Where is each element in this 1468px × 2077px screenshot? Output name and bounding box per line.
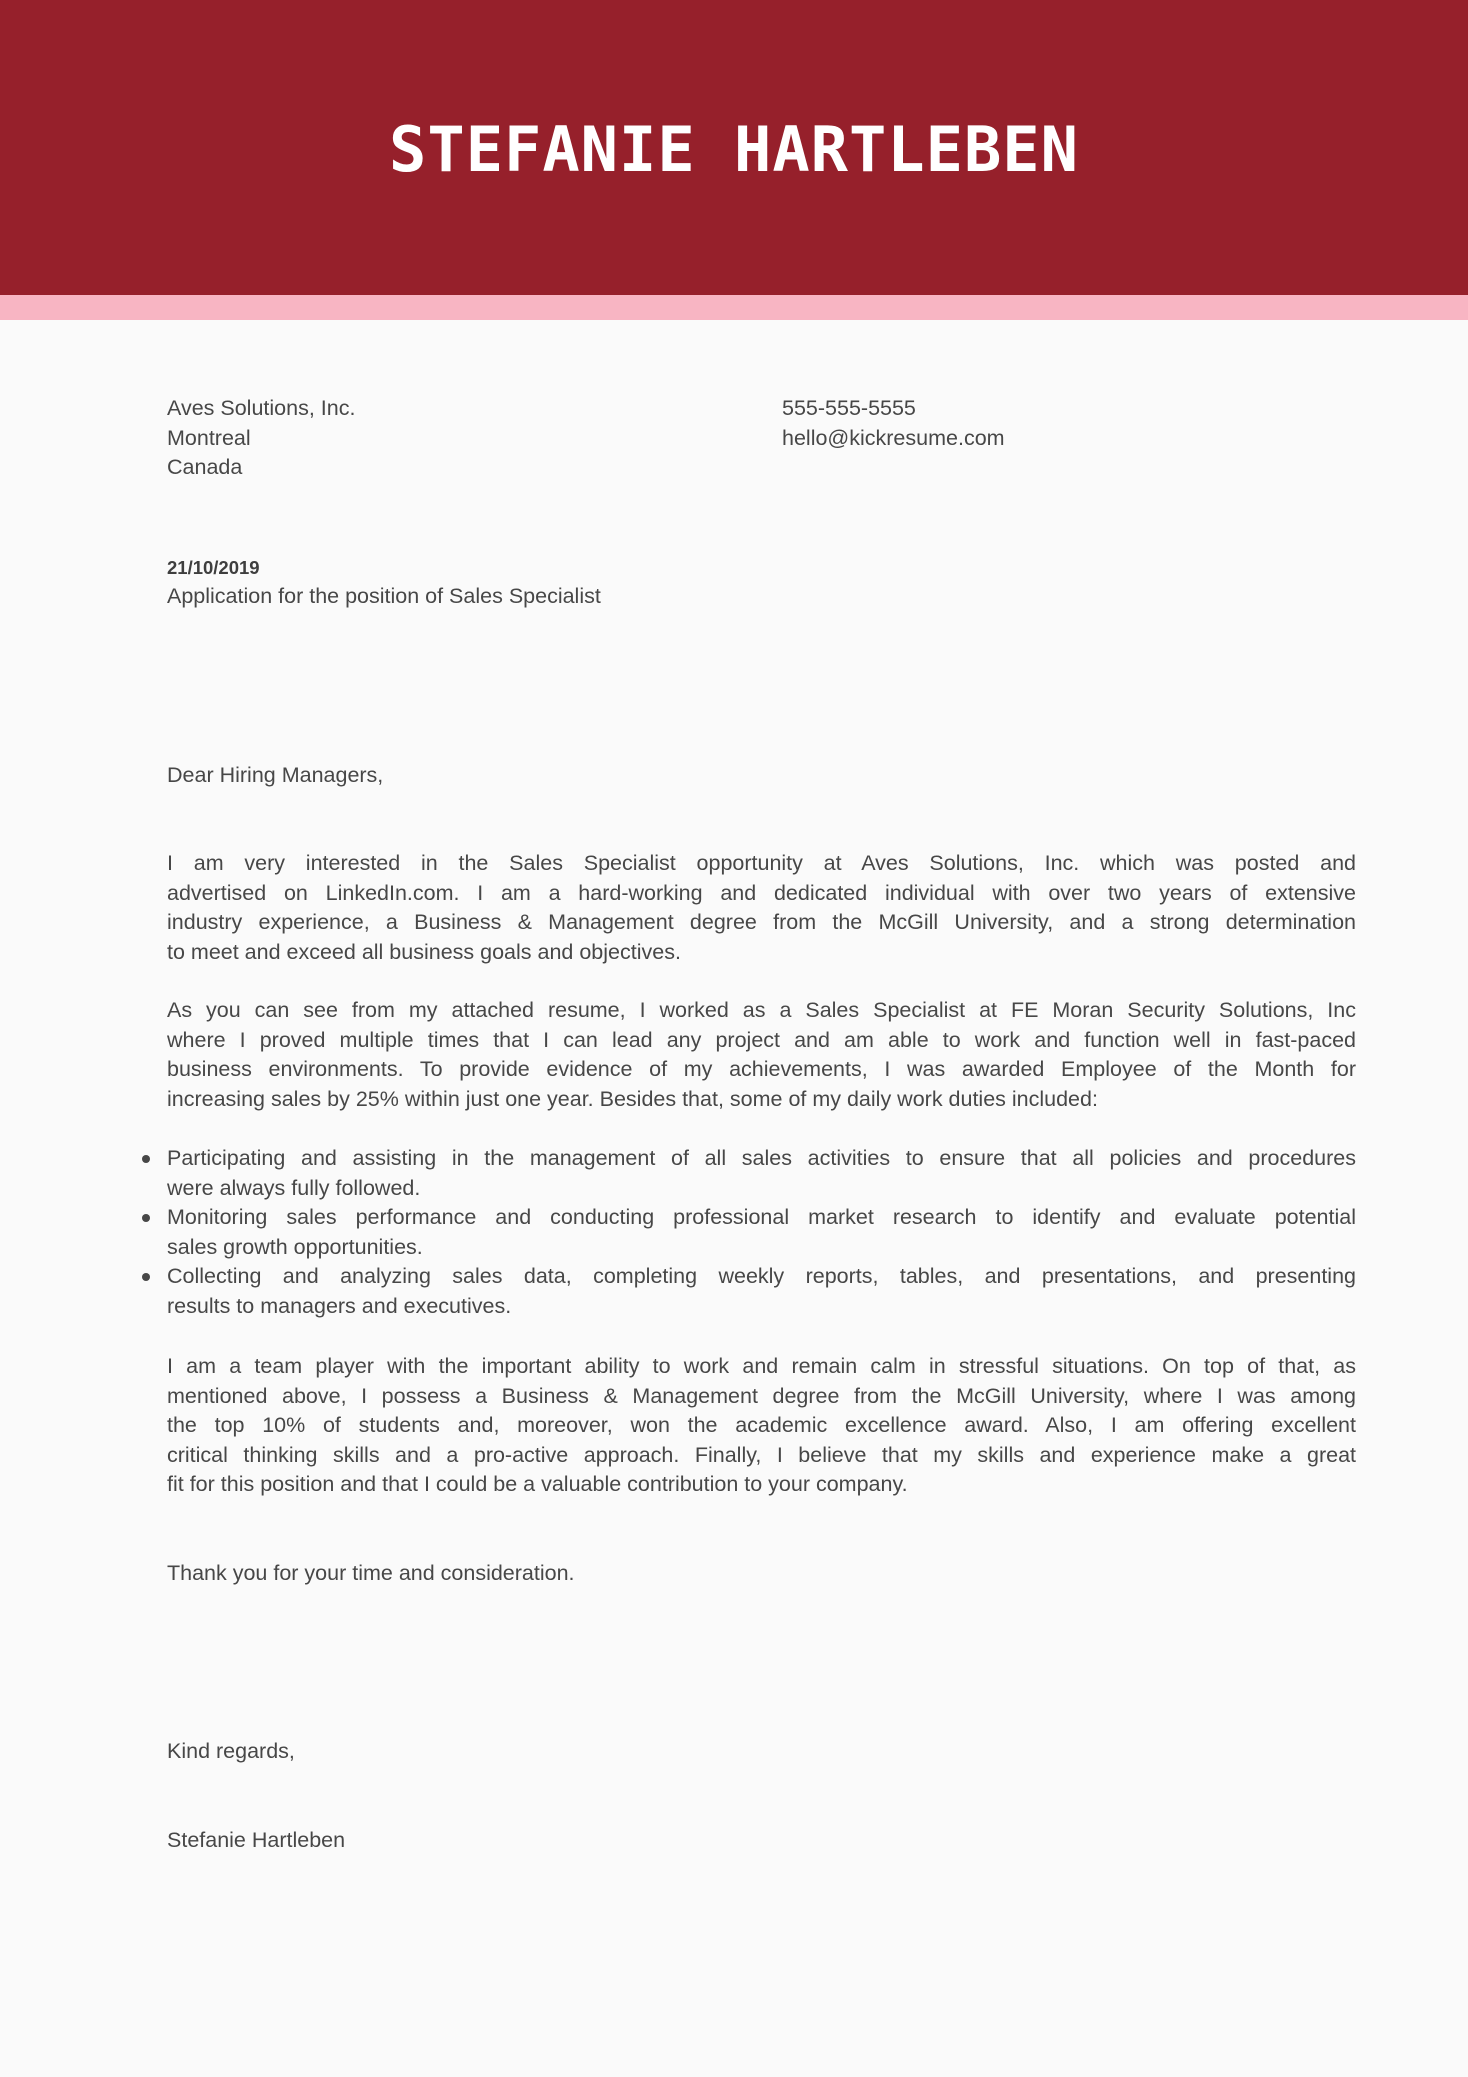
paragraph-line: As you can see from my attached resume, I worked as a Sales Specialist at FE Moran Security Solutions, Inc bbox=[167, 998, 1356, 1022]
contact-phone: 555-555-5555 bbox=[782, 396, 916, 420]
paragraph-line: increasing sales by 25% within just one year. Besides that, some of my daily work duties included: bbox=[167, 1086, 1098, 1111]
sign-off: Kind regards, bbox=[167, 1739, 295, 1763]
letter-date: 21/10/2019 bbox=[167, 557, 260, 578]
contact-email: hello@kickresume.com bbox=[782, 425, 1005, 450]
signature-name: Stefanie Hartleben bbox=[167, 1828, 346, 1852]
salutation: Dear Hiring Managers, bbox=[167, 763, 384, 787]
contact-info bbox=[782, 394, 1342, 453]
paragraph-line: critical thinking skills and a pro-active approach. Finally, I believe that my skills and experience make a great bbox=[167, 1442, 1356, 1467]
recipient-city: Montreal bbox=[167, 425, 251, 450]
paragraph-line: industry experience, a Business & Management degree from the McGill University, and a strong determination bbox=[167, 910, 1356, 934]
list-item-line: Monitoring sales performance and conducting professional market research to identify and evaluate potential bbox=[167, 1205, 1356, 1229]
closing-line: Thank you for your time and consideration. bbox=[167, 1561, 575, 1585]
list-item-line: were always fully followed. bbox=[167, 1175, 421, 1200]
paragraph-line: business environments. To provide evidence of my achievements, I was awarded Employee of the Month for bbox=[167, 1057, 1356, 1081]
paragraph-1 bbox=[167, 849, 1356, 967]
paragraph-3 bbox=[167, 1352, 1356, 1500]
bullet-icon bbox=[142, 1273, 150, 1281]
paragraph-line: fit for this position and that I could be a valuable contribution to your company. bbox=[167, 1472, 908, 1496]
bullet-icon bbox=[142, 1214, 150, 1222]
list-item-line: Collecting and analyzing sales data, completing weekly reports, tables, and presentations, and presenting bbox=[167, 1264, 1356, 1288]
list-item bbox=[167, 1203, 1356, 1262]
paragraph-line: I am a team player with the important ability to work and remain calm in stressful situations. On top of that, as bbox=[167, 1354, 1356, 1378]
paragraph-2 bbox=[167, 996, 1356, 1114]
bullet-icon bbox=[142, 1155, 150, 1163]
list-item bbox=[167, 1144, 1356, 1203]
paragraph-line: where I proved multiple times that I can lead any project and am able to work and function well in fast-paced bbox=[167, 1027, 1356, 1052]
list-item-line: Participating and assisting in the management of all sales activities to ensure that all policies and procedures bbox=[167, 1146, 1356, 1170]
accent-band bbox=[0, 295, 1468, 320]
paragraph-line: the top 10% of students and, moreover, won the academic excellence award. Also, I am offering excellent bbox=[167, 1413, 1356, 1437]
recipient-address bbox=[167, 394, 727, 483]
recipient-company: Aves Solutions, Inc. bbox=[167, 396, 356, 420]
duties-list bbox=[167, 1144, 1356, 1321]
paragraph-line: mentioned above, I possess a Business & Management degree from the McGill University, where I was among bbox=[167, 1383, 1356, 1408]
paragraph-line: advertised on LinkedIn.com. I am a hard-working and dedicated individual with over two years of extensive bbox=[167, 880, 1356, 905]
letter-subject: Application for the position of Sales Specialist bbox=[167, 584, 601, 608]
paragraph-line: to meet and exceed all business goals and objectives. bbox=[167, 939, 681, 964]
list-item-line: sales growth opportunities. bbox=[167, 1234, 423, 1259]
list-item bbox=[167, 1262, 1356, 1321]
paragraph-line: I am very interested in the Sales Specialist opportunity at Aves Solutions, Inc. which was posted and bbox=[167, 851, 1356, 875]
list-item-line: results to managers and executives. bbox=[167, 1293, 512, 1318]
header-banner bbox=[0, 0, 1468, 295]
applicant-name: STEFANIE HARTLEBEN bbox=[389, 113, 1079, 186]
recipient-country: Canada bbox=[167, 455, 243, 479]
